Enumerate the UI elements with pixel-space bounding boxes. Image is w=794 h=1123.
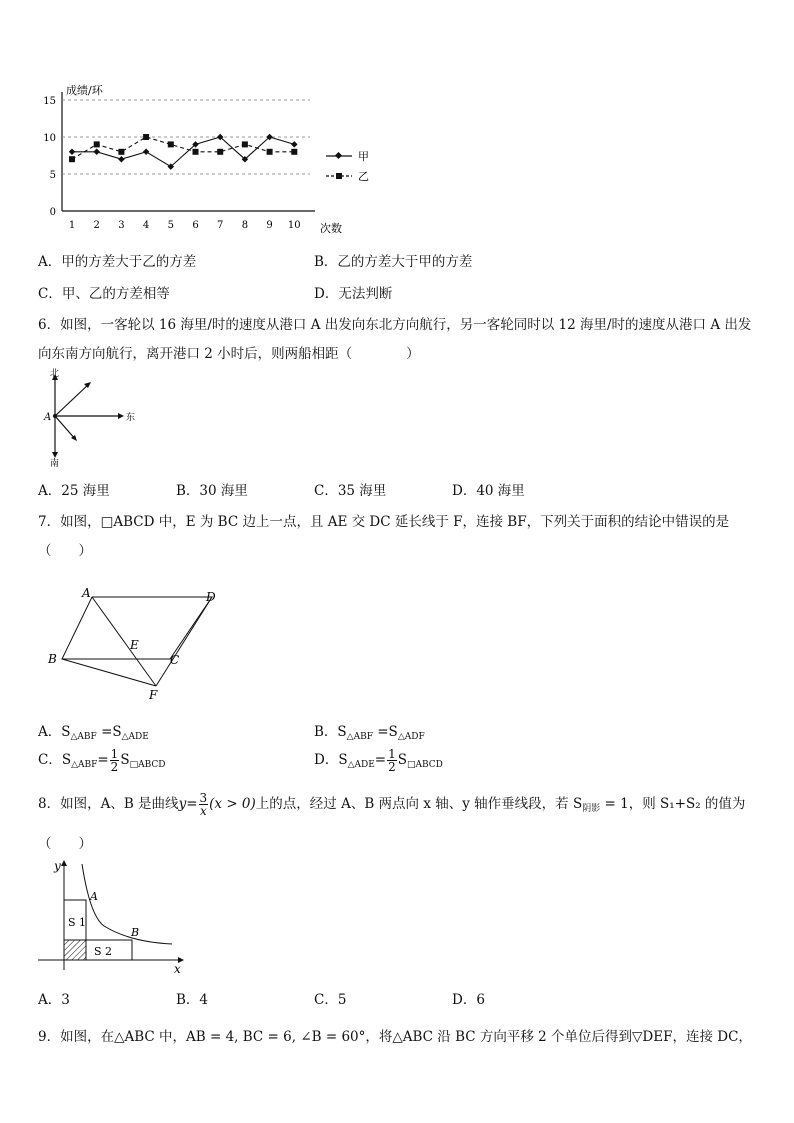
- x-tick-label: 5: [167, 220, 174, 231]
- q8-label-s1: S 1: [68, 916, 87, 929]
- y-tick-label: 5: [49, 170, 56, 181]
- q7-stem-line2: （ ）: [38, 543, 92, 559]
- q7-label-d: D: [206, 590, 216, 604]
- x-tick-label: 3: [118, 220, 125, 231]
- data-point-yi: [267, 149, 273, 155]
- score-line-chart: [30, 80, 390, 240]
- data-point-jia: [143, 149, 150, 156]
- q8-option-b[interactable]: B．4: [176, 992, 209, 1008]
- data-point-jia: [69, 149, 76, 156]
- q8-label-s2: S 2: [94, 945, 113, 958]
- q7-stem-line1: 7．如图，□ABCD 中，E 为 BC 边上一点，且 AE 交 DC 延长线于 F，连接 BF，下列关于面积的结论中错误的是: [38, 514, 730, 530]
- q6-label-south: 南: [50, 459, 60, 468]
- q8-stem-line1: 8．如图，A、B 是曲线y= $\frac{3}{x}$ (x > 0)上的点，经过 A、B 两点向 x 轴、y 轴作垂线段，若 $S_{阴影} = 1$，则 S₁+S₂ 的值为: [38, 791, 746, 818]
- x-tick-label: 2: [93, 220, 100, 231]
- y-tick-label: 0: [49, 207, 56, 218]
- x-tick-label: 6: [192, 220, 199, 231]
- series-line-jia: [72, 137, 294, 167]
- q8-option-c[interactable]: C．5: [314, 992, 347, 1008]
- q6-option-c[interactable]: C．35 海里: [314, 483, 387, 499]
- data-point-yi: [143, 134, 149, 140]
- q8-option-d[interactable]: D．6: [452, 992, 485, 1008]
- x-tick-label: 4: [142, 220, 150, 231]
- legend-marker-jia: [335, 152, 342, 159]
- x-tick-label: 7: [217, 220, 224, 231]
- data-point-jia: [93, 149, 100, 156]
- data-point-jia: [118, 156, 125, 163]
- q6-label-a: A: [44, 412, 52, 423]
- q8-label-y: y: [54, 859, 61, 873]
- q6-option-d[interactable]: D．40 海里: [452, 483, 525, 499]
- x-tick-label: 9: [266, 220, 273, 231]
- q8-hyperbola-figure: [34, 856, 194, 976]
- data-point-jia: [291, 141, 298, 148]
- data-point-yi: [291, 149, 297, 155]
- q6-stem-line2: 向东南方向航行，离开港口 2 小时后，则两船相距（ ）: [38, 346, 420, 362]
- q7-label-c: C: [170, 653, 180, 667]
- q9-stem-line1: 9．如图，在△ABC 中，AB = 4, BC = 6, ∠B = 60°，将△ABC 沿 BC 方向平移 2 个单位后得到▽DEF，连接 DC，: [38, 1029, 752, 1045]
- legend-label-yi: 乙: [358, 170, 369, 183]
- q8-stem-line2: （ ）: [38, 836, 92, 852]
- q7-label-b: B: [48, 652, 57, 666]
- q6-label-north: 北: [50, 369, 60, 379]
- q5-option-c[interactable]: C．甲、乙的方差相等: [38, 286, 170, 302]
- data-point-yi: [242, 141, 248, 147]
- q7-option-d[interactable]: D．$S_{\triangle ADE}=$ $\frac{1}{2}$ $S_{□ABCD}$: [314, 747, 443, 774]
- chart-legend: [326, 150, 369, 183]
- q7-label-e: E: [130, 638, 139, 652]
- q8-label-x: x: [174, 962, 181, 976]
- q7-label-f: F: [149, 688, 158, 702]
- q7-option-b[interactable]: B．$S_{\triangle ABF} =S_{\triangle ADF}$: [314, 724, 425, 742]
- q6-stem-line1: 6．如图，一客轮以 16 海里/时的速度从港口 A 出发向东北方向航行，另一客轮同时以 12 海里/时的速度从港口 A 出发: [38, 317, 752, 333]
- data-point-yi: [217, 149, 223, 155]
- q7-option-a[interactable]: A．$S_{\triangle ABF} =S_{\triangle ADE}$: [38, 724, 149, 742]
- q8-label-a: A: [90, 890, 98, 903]
- y-tick-label: 15: [43, 96, 56, 107]
- q7-option-c[interactable]: C．$S_{\triangle ABF}=$ $\frac{1}{2}$ $S_{□ABCD}$: [38, 747, 166, 774]
- q8-label-b: B: [131, 926, 140, 939]
- data-point-yi: [118, 149, 124, 155]
- q6-compass-figure: [40, 368, 150, 468]
- q7-label-a: A: [82, 586, 91, 600]
- data-point-yi: [168, 141, 174, 147]
- x-tick-label: 8: [241, 220, 249, 231]
- y-axis-label: 成绩/环: [66, 84, 103, 97]
- q7-parallelogram-figure: [40, 585, 230, 705]
- legend-marker-yi: [336, 173, 342, 179]
- q8-option-a[interactable]: A．3: [38, 992, 70, 1008]
- q5-option-a[interactable]: A．甲的方差大于乙的方差: [38, 254, 197, 270]
- q6-label-east: 东: [126, 413, 136, 423]
- q5-option-b[interactable]: B．乙的方差大于甲的方差: [314, 254, 473, 270]
- x-tick-label: 1: [68, 220, 76, 231]
- x-tick-label: 10: [287, 220, 301, 231]
- data-point-yi: [69, 156, 75, 162]
- q6-option-b[interactable]: B．30 海里: [176, 483, 248, 499]
- data-point-yi: [94, 141, 100, 147]
- x-axis-label: 次数: [320, 222, 342, 235]
- y-tick-label: 10: [43, 133, 56, 144]
- data-point-yi: [193, 149, 199, 155]
- q5-option-d[interactable]: D．无法判断: [314, 286, 393, 302]
- q6-option-a[interactable]: A．25 海里: [38, 483, 110, 499]
- legend-label-jia: 甲: [358, 150, 369, 163]
